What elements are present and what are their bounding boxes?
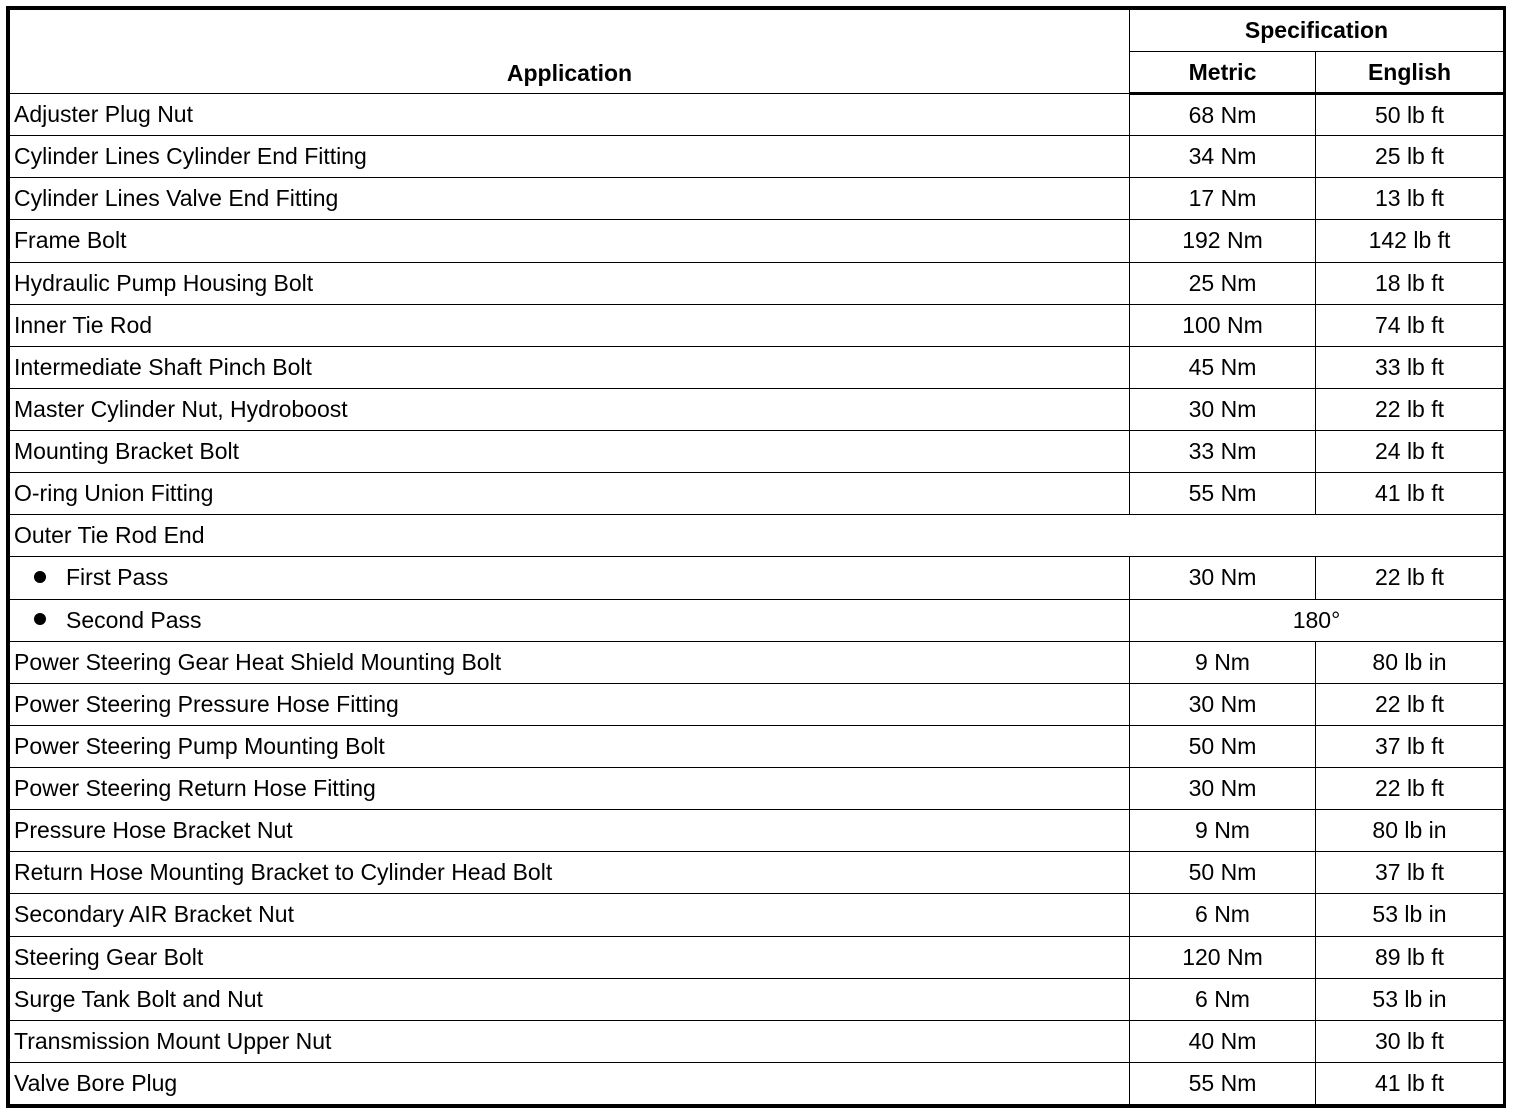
table-row: Master Cylinder Nut, Hydroboost 30 Nm 22 lb ft xyxy=(10,388,1504,430)
table-row: Intermediate Shaft Pinch Bolt 45 Nm 33 lb ft xyxy=(10,346,1504,388)
table-body xyxy=(10,94,1504,1105)
application-header: Application xyxy=(10,10,1130,94)
bullet-icon xyxy=(34,571,46,583)
table-row: Adjuster Plug Nut 68 Nm 50 lb ft xyxy=(10,94,1504,136)
bullet-icon xyxy=(34,613,46,625)
table-header xyxy=(10,10,1504,94)
first-pass-label: First Pass xyxy=(66,564,169,591)
specification-header: Specification xyxy=(1130,10,1504,52)
spec-table-frame xyxy=(6,6,1506,1108)
table-row: Power Steering Pump Mounting Bolt 50 Nm 37 lb ft xyxy=(10,725,1504,767)
table-row: Frame Bolt 192 Nm 142 lb ft xyxy=(10,220,1504,262)
table-row: Valve Bore Plug 55 Nm 41 lb ft xyxy=(10,1062,1504,1104)
table-row: Inner Tie Rod 100 Nm 74 lb ft xyxy=(10,304,1504,346)
table-row: Power Steering Return Hose Fitting 30 Nm 22 lb ft xyxy=(10,768,1504,810)
second-pass-row xyxy=(10,599,1504,641)
first-pass-row: First Pass 30 Nm 22 lb ft xyxy=(10,557,1504,599)
table-row: Surge Tank Bolt and Nut 6 Nm 53 lb in xyxy=(10,978,1504,1020)
table-row: Mounting Bracket Bolt 33 Nm 24 lb ft xyxy=(10,431,1504,473)
second-pass-value: 180° xyxy=(1130,599,1504,641)
metric-header: Metric xyxy=(1130,52,1316,94)
table-row: O-ring Union Fitting 55 Nm 41 lb ft xyxy=(10,473,1504,515)
outer-tie-rod-row: Outer Tie Rod End xyxy=(10,515,1504,557)
table-row: Secondary AIR Bracket Nut 6 Nm 53 lb in xyxy=(10,894,1504,936)
table-row: Hydraulic Pump Housing Bolt 25 Nm 18 lb ft xyxy=(10,262,1504,304)
table-row: Power Steering Gear Heat Shield Mounting Bolt 9 Nm 80 lb in xyxy=(10,641,1504,683)
table-row: Return Hose Mounting Bracket to Cylinder Head Bolt 50 Nm 37 lb ft xyxy=(10,852,1504,894)
torque-spec-table xyxy=(9,9,1504,1105)
table-row: Steering Gear Bolt 120 Nm 89 lb ft xyxy=(10,936,1504,978)
table-row: Transmission Mount Upper Nut 40 Nm 30 lb ft xyxy=(10,1020,1504,1062)
table-row: Cylinder Lines Valve End Fitting 17 Nm 13 lb ft xyxy=(10,178,1504,220)
english-header: English xyxy=(1316,52,1504,94)
table-row: Pressure Hose Bracket Nut 9 Nm 80 lb in xyxy=(10,810,1504,852)
second-pass-label: Second Pass xyxy=(66,606,202,633)
table-row: Cylinder Lines Cylinder End Fitting 34 Nm 25 lb ft xyxy=(10,136,1504,178)
table-row: Power Steering Pressure Hose Fitting 30 Nm 22 lb ft xyxy=(10,683,1504,725)
